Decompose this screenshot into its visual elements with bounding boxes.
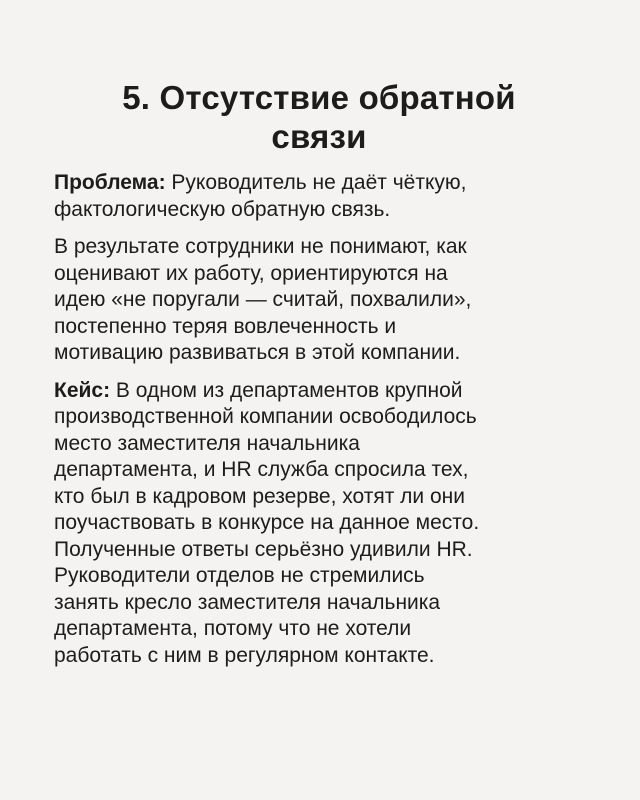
case-line: департамента, и HR служба спросила тех, — [54, 458, 469, 481]
section-title — [54, 78, 584, 156]
section-title-line: 5. Отсутствие обратной — [122, 79, 516, 116]
case-text: В одном из департаментов крупной — [110, 378, 463, 402]
case-line: Полученные ответы серьёзно удивили HR. — [54, 537, 473, 561]
result-line: идею «не поругали — считай, похвалили», — [54, 288, 472, 311]
case-paragraph — [54, 378, 584, 670]
section-title-line: связи — [271, 118, 367, 155]
case-line — [54, 378, 584, 405]
result-line: постепенно теряя вовлеченность и — [54, 314, 397, 338]
problem-paragraph — [54, 170, 584, 223]
case-line: Руководители отделов не стремились — [54, 564, 425, 587]
case-label: Кейс: — [54, 378, 111, 402]
case-line: место заместителя начальника — [54, 431, 360, 455]
case-line: поучаствовать в конкурсе на данное место. — [54, 511, 480, 534]
case-line: занять кресло заместителя начальника — [54, 590, 441, 614]
case-line: кто был в кадровом резерве, хотят ли они — [54, 484, 465, 508]
problem-text: Руководитель не даёт чёткую, — [165, 171, 467, 194]
problem-line — [54, 170, 584, 197]
case-line: департамента, потому что не хотели — [54, 617, 412, 640]
problem-line: фактологическую обратную связь. — [54, 197, 391, 221]
result-line: В результате сотрудники не понимают, как — [54, 235, 467, 258]
case-line: производственной компании освободилось — [54, 405, 477, 428]
result-line: оценивают их работу, ориентируются на — [54, 261, 448, 285]
result-paragraph — [54, 234, 584, 367]
problem-label: Проблема: — [54, 171, 166, 194]
result-line: мотивацию развиваться в этой компании. — [54, 341, 461, 364]
case-line: работать с ним в регулярном контакте. — [54, 643, 435, 667]
